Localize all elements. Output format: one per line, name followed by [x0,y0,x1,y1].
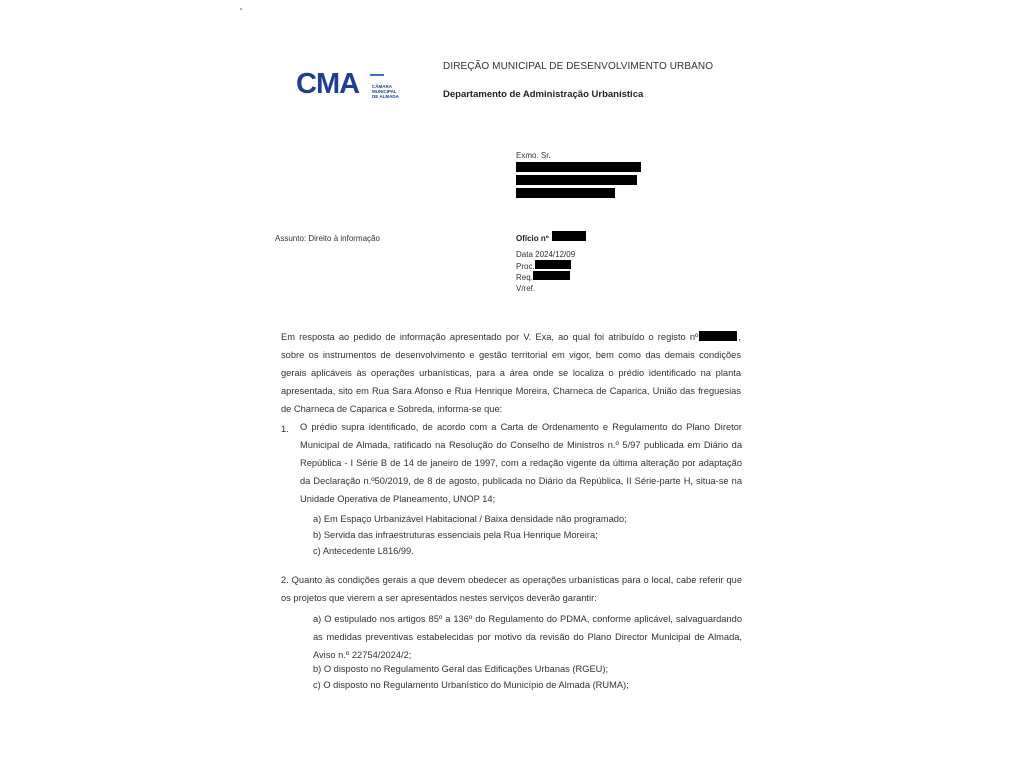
redacted-registo-number [699,331,737,341]
section-1-item-a: a) Em Espaço Urbanizável Habitacional / Baixa densidade não programado; [313,514,627,524]
logo-subtext: CÂMARA MUNICIPAL DE ALMADA [372,84,399,99]
redacted-recipient-line-1 [516,162,641,172]
oficio-label: Ofício nº [516,234,549,243]
section-2-item-a: a) O estipulado nos artigos 85º a 136º do Regulamento do PDMA, conforme aplicável, salvaguardando as medidas preventivas estabelecidas por motivo da revisão do Plano Director Municipal de Almada, Aviso n.º 22754/2024/2; [313,614,742,660]
section-1-item-c: c) Antecedente L816/99. [313,546,414,556]
date-line: Data 2024/12/09 [516,250,576,259]
redacted-req-number [533,271,570,280]
intro-text-part-1: Em resposta ao pedido de informação apresentado por V. Exa, ao qual foi atribuído o registo nº [281,332,699,342]
department-heading: Departamento de Administração Urbanística [443,89,644,100]
proc-label: Proc. [516,262,535,271]
subject-line: Assunto: Direito à informação [275,234,380,243]
intro-paragraph [281,328,741,418]
scan-speck [240,8,242,10]
vref-label: V/ref. [516,284,536,293]
redacted-proc-number [535,260,571,269]
intro-text-part-2: , sobre os instrumentos de desenvolvimento e gestão territorial em vigor, bem como das demais condições gerais aplicáveis às operações urbanísticas, para a área onde se localiza o prédio identificado na planta apresentada, sito em Rua Sara Afonso e Rua Henrique Moreira, Charneca de Caparica, União das freguesias de Charneca de Caparica e Sobreda, informa-se que: [281,332,741,414]
section-2-item-c: c) O disposto no Regulamento Urbanístico do Município de Almada (RUMA); [313,680,629,690]
section-2-item-b: b) O disposto no Regulamento Geral das Edificações Urbanas (RGEU); [313,664,609,674]
req-label: Req. [516,273,533,282]
redacted-recipient-line-2 [516,175,637,185]
section-1-text: O prédio supra identificado, de acordo com a Carta de Ordenamento e Regulamento do Plano Diretor Municipal de Almada, ratificado na Resolução do Conselho de Ministros n.º 5/97 publicada em Diário da República - I Série B de 14 de janeiro de 1997, com a redação vigente da última alteração por adaptação da Declaração n.º50/2019, de 8 de agosto, publicada no Diário da República, II Série-parte H, situa-se na Unidade Operativa de Planeamento, UNOP 14; [300,422,742,504]
recipient-salutation: Exmo. Sr. [516,151,551,160]
direction-heading: DIREÇÃO MUNICIPAL DE DESENVOLVIMENTO URBANO [443,61,714,72]
section-1-item-b: b) Servida das infraestruturas essenciais pela Rua Henrique Moreira; [313,530,598,540]
cma-logo: CMA [296,68,360,100]
section-2-text: 2. Quanto às condições gerais a que devem obedecer as operações urbanísticas para o local, cabe referir que os projetos que vierem a ser apresentados nestes serviços deverão garantir: [281,575,742,603]
logo-accent-mark [370,74,384,76]
redacted-oficio-number [552,231,586,241]
section-1-number: 1. [281,424,289,434]
redacted-recipient-line-3 [516,188,615,198]
